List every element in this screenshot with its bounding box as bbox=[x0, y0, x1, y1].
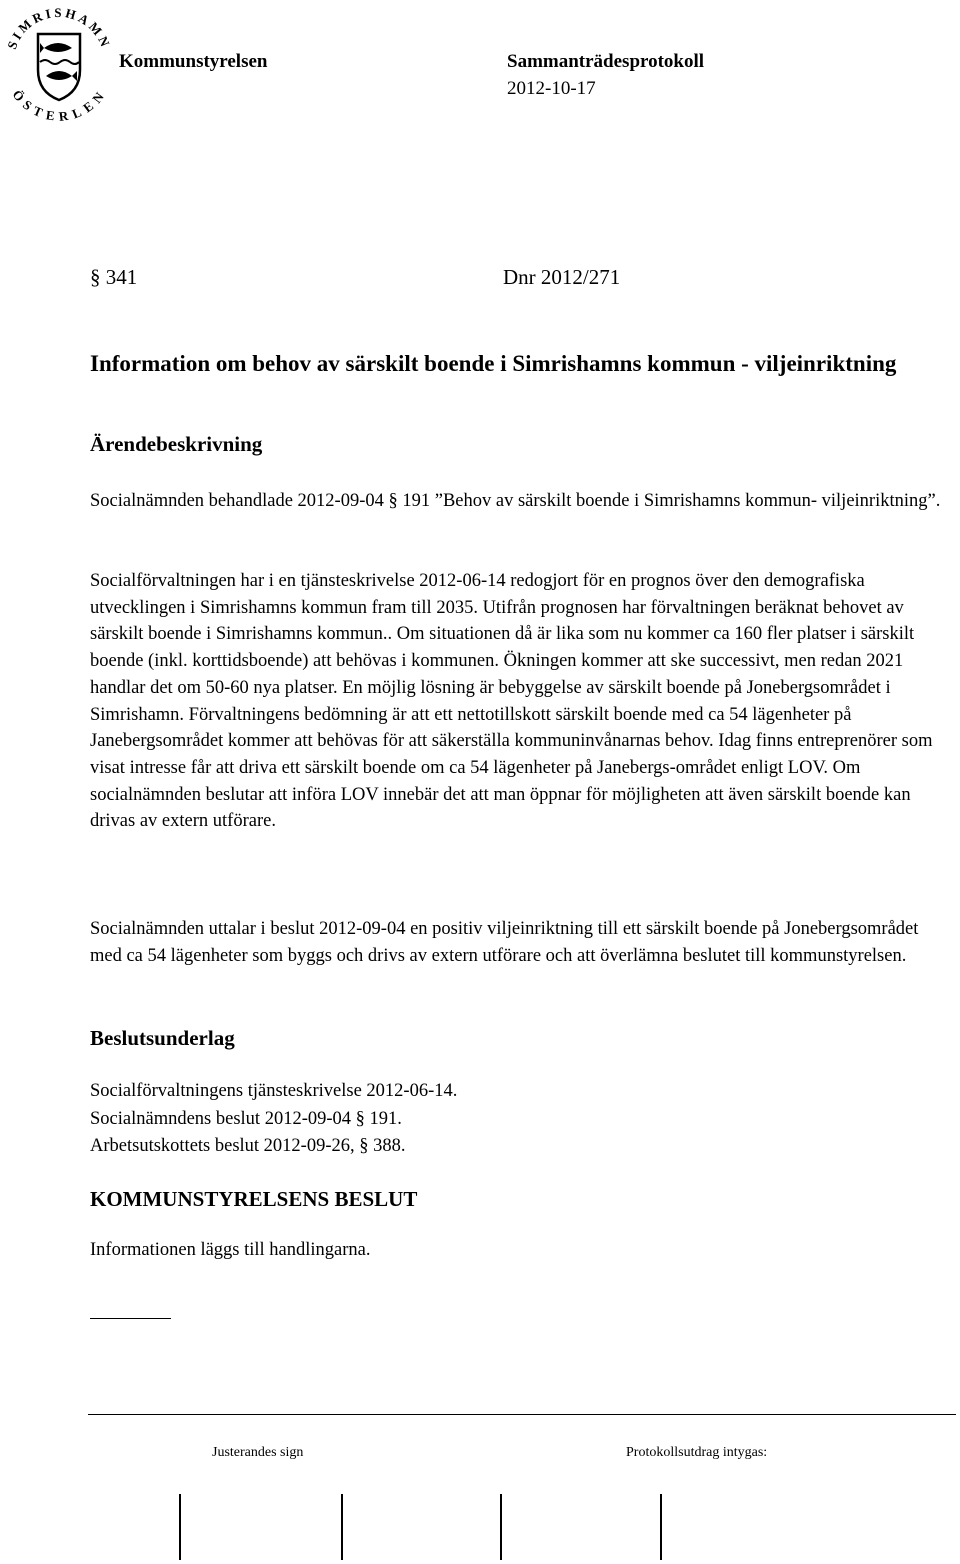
page-title: Information om behov av särskilt boende i Simrishamns kommun - viljeinriktning bbox=[90, 351, 897, 376]
signature-box-divider bbox=[660, 1494, 662, 1560]
signature-box-divider bbox=[179, 1494, 181, 1560]
organization-name: Kommunstyrelsen bbox=[119, 51, 268, 72]
justerande-sign-label: Justerandes sign bbox=[212, 1445, 304, 1460]
kommunstyrelsens-beslut-heading: KOMMUNSTYRELSENS BESLUT bbox=[90, 1187, 418, 1211]
short-divider bbox=[90, 1318, 171, 1319]
beslutsunderlag-heading: Beslutsunderlag bbox=[90, 1026, 235, 1050]
arendebeskrivning-heading: Ärendebeskrivning bbox=[90, 432, 263, 456]
section-number: § 341 bbox=[90, 265, 138, 289]
logo-bottom-text: ÖSTERLEN bbox=[9, 86, 109, 124]
signature-box-divider bbox=[500, 1494, 502, 1560]
document-type: Sammanträdesprotokoll bbox=[507, 51, 705, 72]
municipality-logo bbox=[0, 0, 118, 128]
dnr-number: Dnr 2012/271 bbox=[503, 265, 621, 289]
footer-divider bbox=[88, 1414, 956, 1415]
signature-box-divider bbox=[341, 1494, 343, 1560]
list-item: Arbetsutskottets beslut 2012-09-26, § 388. bbox=[90, 1136, 406, 1156]
document-date: 2012-10-17 bbox=[507, 78, 596, 99]
list-item: Socialförvaltningens tjänsteskrivelse 2012-06-14. bbox=[90, 1081, 458, 1101]
paragraph-1: Socialnämnden behandlade 2012-09-04 § 191 ”Behov av särskilt boende i Simrishamns kommun- viljeinriktning”. bbox=[90, 491, 941, 511]
list-item: Socialnämndens beslut 2012-09-04 § 191. bbox=[90, 1108, 402, 1129]
logo-seal bbox=[0, 0, 118, 128]
paragraph-2: Socialförvaltningen har i en tjänsteskrivelse 2012-06-14 redogjort för en prognos över den demografiska utvecklingen i Simrishamns kommun fram till 2035. Utifrån prognosen har förvaltningen beräknat behovet av särskilt boende i Simrishamns kommun.. Om situationen då är lika som nu kommer ca 160 fler platser i särskilt boende (inkl. korttidsboende) att behövas i kommunen. Ökningen kommer att ske successivt, men redan 2021 handlar det om 50-60 nya platser. En möjlig lösning är bebyggelse av särskilt boende på Jonebergsområdet i Simrishamn. Förvaltningens bedömning är att ett nettotillskott särskilt boende med ca 54 lägenheter på Janebergsområdet kommer att behövas för att säkerställa kommuninvånarnas behov. Idag finns entreprenörer som visat intresse får att driva ett särskilt boende om ca 54 lägenheter på Janebergs-området enligt LOV. Om socialnämnden beslutar att införa LOV innebär det att man öppnar för möjligheten att även särskilt boende kan drivas av extern utförare. bbox=[90, 571, 933, 832]
decision-text: Informationen läggs till handlingarna. bbox=[90, 1240, 371, 1260]
logo-top-text: SIMRISHAMN bbox=[4, 4, 114, 52]
protokollsutdrag-label: Protokollsutdrag intygas: bbox=[626, 1445, 768, 1460]
beslutsunderlag-list bbox=[90, 1078, 950, 1161]
paragraph-3: Socialnämnden uttalar i beslut 2012-09-04 en positiv viljeinriktning till ett särskilt boende på Jonebergsområdet med ca 54 lägenheter som byggs och drivs av extern utförare och att överlämna beslutet till kommunstyrelsen. bbox=[90, 919, 919, 966]
